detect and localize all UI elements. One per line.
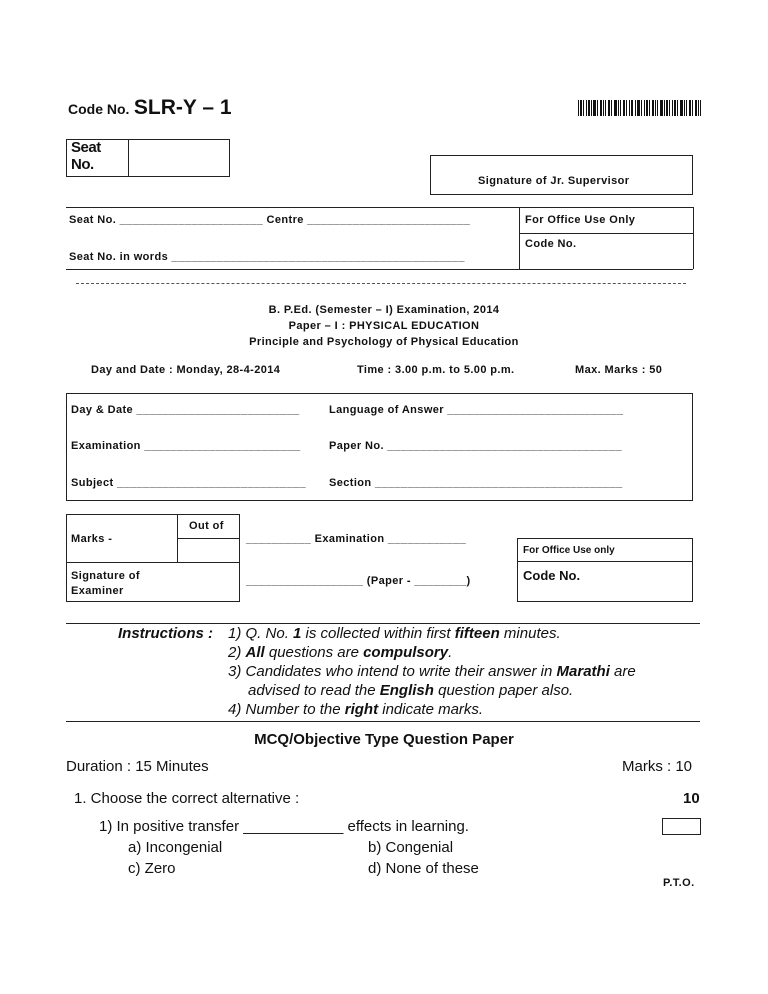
office-use-only-label: For Office Use only — [523, 545, 615, 556]
out-of-label: Out of — [189, 520, 224, 532]
exam-paper: Paper – I : PHYSICAL EDUCATION — [288, 320, 480, 332]
instruction-item: 4) Number to the right indicate marks. — [228, 701, 484, 718]
details-day-date: Day & Date _________________________ — [71, 404, 300, 416]
instruction-item: 3) Candidates who intend to write their answer in Marathi are — [228, 663, 636, 680]
code-heading — [68, 96, 232, 120]
seat-label: Seat No. — [71, 139, 101, 173]
office-code-no-label: Code No. — [523, 568, 581, 583]
option-d: d) None of these — [368, 860, 479, 877]
code-label: Code No. — [68, 101, 130, 117]
pto-label: P.T.O. — [663, 877, 695, 889]
seat-no-field: Seat No. ______________________ Centre _________________________ — [69, 214, 471, 226]
option-a: a) Incongenial — [128, 839, 223, 856]
office-use-label: For Office Use Only — [525, 214, 636, 226]
section-title: MCQ/Objective Type Question Paper — [254, 731, 514, 748]
details-subject: Subject _____________________________ — [71, 477, 306, 489]
marks-text: Marks : 10 — [622, 758, 693, 775]
marks-label: Marks - — [71, 533, 113, 545]
paper-line: __________________ (Paper - ________) — [246, 575, 471, 587]
barcode-icon — [578, 100, 701, 116]
question-marks: 10 — [683, 790, 700, 807]
signature-examiner-label: Signature of Examiner — [71, 570, 140, 597]
exam-time: Time : 3.00 p.m. to 5.00 p.m. — [357, 364, 515, 376]
question-text: 1. Choose the correct alternative : — [74, 790, 300, 807]
office-code-label: Code No. — [525, 238, 577, 250]
seat-no-words-field: Seat No. in words _____________________________________________ — [69, 251, 465, 263]
duration-text: Duration : 15 Minutes — [66, 758, 209, 775]
code-value: SLR-Y – 1 — [133, 96, 232, 119]
details-language: Language of Answer ___________________________ — [329, 404, 624, 416]
instruction-item: advised to read the English question paper also. — [248, 682, 574, 699]
exam-max-marks: Max. Marks : 50 — [575, 364, 663, 376]
details-paper-no: Paper No. ____________________________________ — [329, 440, 623, 452]
exam-day-date: Day and Date : Monday, 28-4-2014 — [91, 364, 281, 376]
instruction-item: 2) All questions are compulsory. — [228, 644, 453, 661]
answer-box[interactable] — [662, 818, 701, 835]
supervisor-signature-label: Signature of Jr. Supervisor — [478, 175, 630, 187]
exam-title: B. P.Ed. (Semester – I) Examination, 2014 — [268, 304, 500, 316]
instruction-item: 1) Q. No. 1 is collected within first fifteen minutes. — [228, 625, 561, 642]
details-examination: Examination ________________________ — [71, 440, 301, 452]
instructions-label: Instructions : — [118, 625, 214, 642]
option-b: b) Congenial — [368, 839, 454, 856]
details-section: Section ______________________________________ — [329, 477, 623, 489]
cut-line — [76, 283, 686, 284]
sub-question: 1) In positive transfer ____________ effects in learning. — [99, 818, 469, 835]
examination-line: __________ Examination ____________ — [246, 533, 467, 545]
exam-subject: Principle and Psychology of Physical Education — [249, 336, 519, 348]
option-c: c) Zero — [128, 860, 176, 877]
